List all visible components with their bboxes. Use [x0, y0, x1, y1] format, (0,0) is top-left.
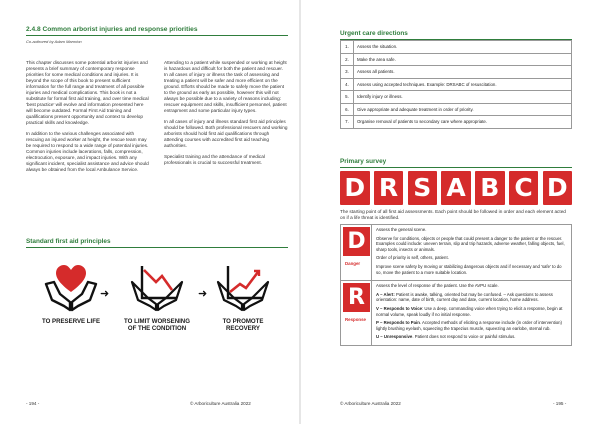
table-row: 3. Assess all patients. — [341, 66, 572, 79]
body-column-2 — [164, 60, 288, 178]
principle-label: TO PRESERVE LIFE — [41, 318, 101, 325]
principle-label: TO PROMOTE RECOVERY — [222, 318, 264, 333]
letter-tile: B — [475, 171, 505, 205]
recovery-chart-icon — [214, 262, 272, 314]
table-row: 2. Make the area safe. — [341, 53, 572, 66]
first-aid-principles — [26, 262, 288, 342]
principle-promote-recovery — [198, 262, 288, 333]
primary-survey-table — [340, 224, 572, 346]
letter-tile: R — [374, 171, 404, 205]
drsabcd-banner — [340, 171, 572, 205]
letter-tile: A — [441, 171, 471, 205]
letter-tile: S — [408, 171, 438, 205]
hands-heart-icon — [42, 262, 100, 314]
primary-survey-heading: Primary survey — [340, 158, 572, 168]
danger-description: Assess the general scene. Observe for conditions, objects or people that could present a danger to the patient or the rescuer. Examples could include: uneven terrain, slip and trip hazards, adverse weather, falling objects, fuel, sharp tools, insects or animals. Order of priority is self, others, patient. Improve scene safety by moving or stabilizing dangerous objects and if necessary and 'safe' to do so, move the patient to a more suitable location. — [376, 227, 565, 275]
step-name: Danger — [345, 261, 361, 266]
paragraph: In addition to the various challenges associated with rescuing an injured worker at height, the rescue team may be required to respond to a wide range of potential injuries. Common injuries include lacerations, falls, compression, electrocution, exposure, and impact injuries. With any significant incident, specialist assistance and advice should always be obtained from the local Ambulance Service. — [26, 131, 149, 172]
letter-tile: C — [509, 171, 539, 205]
page-gutter — [299, 0, 301, 424]
table-row: 4. Assess using accepted techniques. Example: DRSABC of resuscitation. — [341, 78, 572, 91]
section-heading: 2.4.8 Common arborist injuries and response priorities — [26, 26, 288, 36]
left-page-header — [26, 26, 288, 44]
page-number-right: - 195 - — [553, 401, 567, 406]
principle-limit-worsening — [112, 262, 202, 333]
table-row: 5. Identify injury or illness. — [341, 91, 572, 104]
body-columns — [26, 60, 288, 178]
principle-label: TO LIMIT WORSENING OF THE CONDITION — [124, 318, 190, 333]
copyright-left: © Arboriculture Australia 2022 — [190, 401, 251, 406]
response-row — [340, 281, 572, 346]
table-row: 6. Give appropriate and adequate treatment in order of priority. — [341, 103, 572, 116]
arrow-right-icon: ➜ — [100, 288, 110, 300]
response-description: Assess the level of response of the patient. Use the AVPU scale. A – Alert: Patient is awake, talking, oriented but may be confused. – Ask questions to assess orientation: name, date of birth, current day and date, current location, home address. V – Responds to Voice: Use a deep, commanding voice when trying to elicit a response, begin at normal volume, speak loudly if no initial response. P – Responds to Pain. Accepted methods of eliciting a response include (in order of intervention) lightly brushing eyelash, squeezing the trapezius muscle, squeezing an earlobe, sternal rub. U – Unresponsive. Patient does not respond to voice or painful stimulus. — [376, 283, 563, 340]
letter-tile: D — [543, 171, 573, 205]
letter-tile: D — [343, 227, 370, 256]
letter-tile: D — [340, 171, 370, 205]
first-aid-principles-heading: Standard first aid principles — [26, 238, 288, 248]
table-row: 7. Organise removal of patients to secondary care where appropriate. — [341, 116, 572, 129]
arrow-right-icon: ➜ — [198, 288, 208, 300]
urgent-care-table — [340, 40, 572, 129]
step-name: Response — [345, 317, 366, 323]
copyright-right: © Arboriculture Australia 2022 — [340, 401, 401, 406]
table-row: 1. Assess the situation. — [341, 41, 572, 54]
danger-row — [340, 224, 572, 281]
paragraph: Specialist training and the attendance of medical professionals is crucial to successful treatment. — [164, 154, 265, 165]
paragraph: Attending to a patient while suspended or working at height is hazardous and difficult for both the patient and rescuer. In all cases of injury or illness the task of assessing and treating a patient will be safer and more efficient on the ground. Efforts should be made to safely move the patient to the ground as early as possible, however this will not always be possible due to a variety of reasons including: rescuer equipment and skills, insufficient personnel, patient entrapment and some particular injury types. — [164, 60, 287, 113]
paragraph: In all cases of injury and illness standard first aid principles should be followed. Both professional rescuers and working arborists should hold first aid qualifications through attending courses with accredited first aid teaching authorities. — [164, 119, 288, 148]
page-number-left: - 194 - — [26, 401, 40, 406]
coauthor-line: Co-authored by Adam Marmion — [26, 39, 82, 44]
declining-chart-icon — [128, 262, 186, 314]
body-column-1 — [26, 60, 150, 178]
urgent-care-heading: Urgent care directions — [340, 30, 572, 40]
letter-tile: R — [343, 283, 370, 312]
primary-survey-intro: The starting point of all first aid assessments. Each point should be followed in order and each element acted on if a life threat is identified. — [340, 209, 566, 220]
paragraph: This chapter discusses some potential arborist injuries and presents a brief summary of contemporary response priorities for some medical conditions and injuries. It is beyond the scope of this book to present sufficient information for the full range and treatment of all possible injuries and medical complications. This book is not a substitute for formal first aid training, and over time medical 'best practice' will evolve and information presented here will become outdated. Formal First Aid training and qualifications present opportunity and context to develop practical skills and knowledge. — [26, 60, 149, 125]
